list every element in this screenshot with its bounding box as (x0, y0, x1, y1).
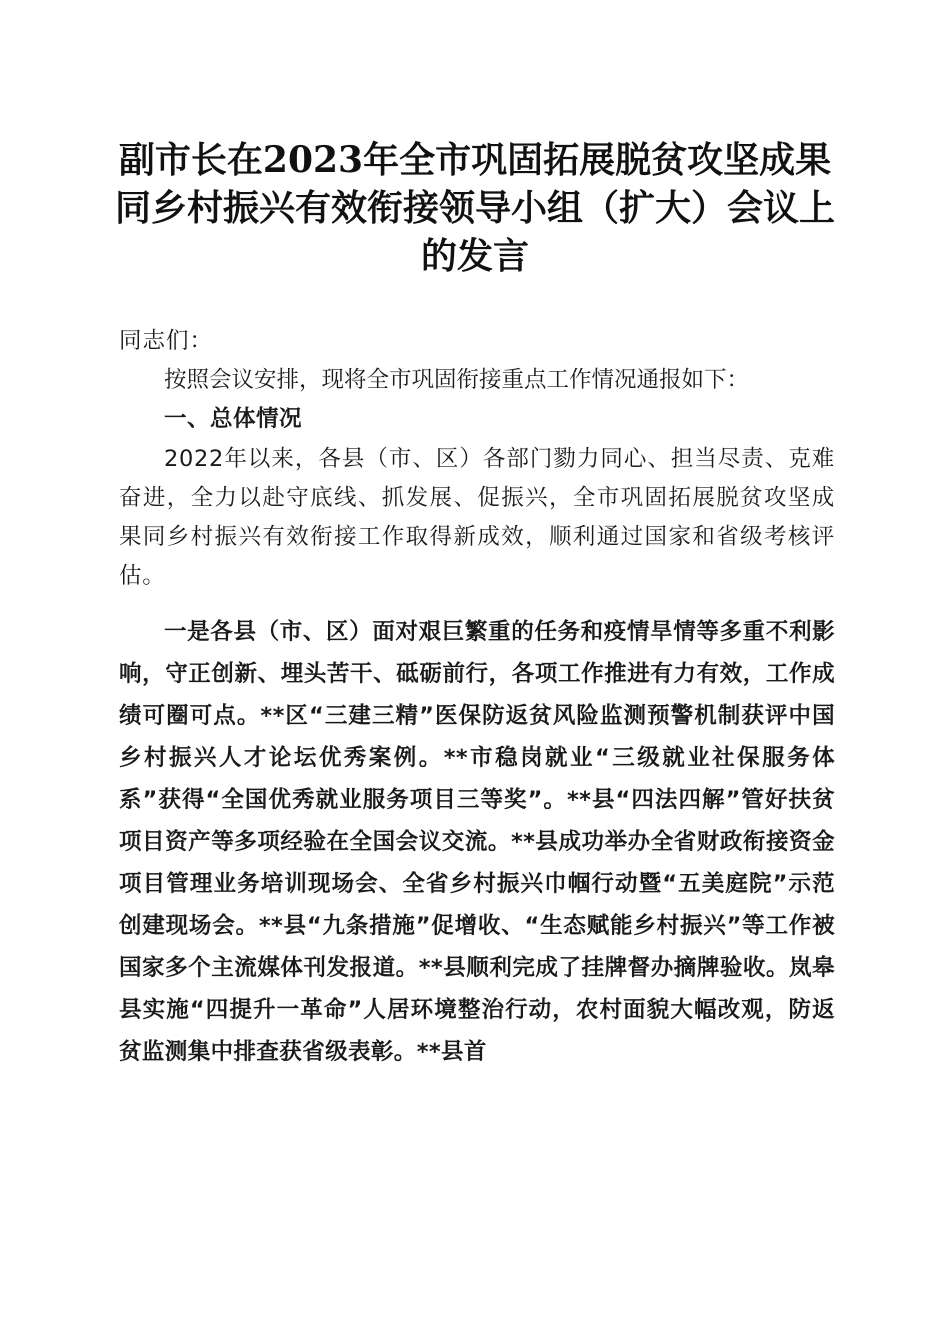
title-line-1: 副市长在2023年全市巩固拓展脱贫攻坚成果 (118, 139, 832, 181)
section-heading: 一、总体情况 (164, 406, 303, 432)
intro-paragraph: 按照会议安排，现将全市巩固衔接重点工作情况通报如下： (164, 367, 750, 393)
document-body (119, 322, 835, 1073)
greeting: 同志们： (119, 328, 214, 354)
document-title (100, 136, 850, 280)
body-paragraph-1: 2022年以来，各县（市、区）各部门勠力同心、担当尽责、克难奋进，全力以赴守底线、抓发展、促振兴，全市巩固拓展脱贫攻坚成果同乡村振兴有效衔接工作取得新成效，顺利通过国家和省级考核评估。 (119, 446, 835, 589)
title-line-2: 同乡村振兴有效衔接领导小组（扩大）会议上 (114, 187, 835, 229)
title-line-3: 的发言 (420, 235, 529, 277)
body-paragraph-2: 一是各县（市、区）面对艰巨繁重的任务和疫情旱情等多重不利影响，守正创新、埋头苦干、砥砺前行，各项工作推进有力有效，工作成绩可圈可点。**区“三建三精”医保防返贫风险监测预警机制获评中国乡村振兴人才论坛优秀案例。**市稳岗就业“三级就业社保服务体系”获得“全国优秀就业服务项目三等奖”。**县“四法四解”管好扶贫项目资产等多项经验在全国会议交流。**县成功举办全省财政衔接资金项目管理业务培训现场会、全省乡村振兴巾帼行动暨“五美庭院”示范创建现场会。**县“九条措施”促增收、“生态赋能乡村振兴”等工作被国家多个主流媒体刊发报道。**县顺利完成了挂牌督办摘牌验收。岚皋县实施“四提升一革命”人居环境整治行动，农村面貌大幅改观，防返贫监测集中排查获省级表彰。**县首 (119, 619, 835, 1065)
